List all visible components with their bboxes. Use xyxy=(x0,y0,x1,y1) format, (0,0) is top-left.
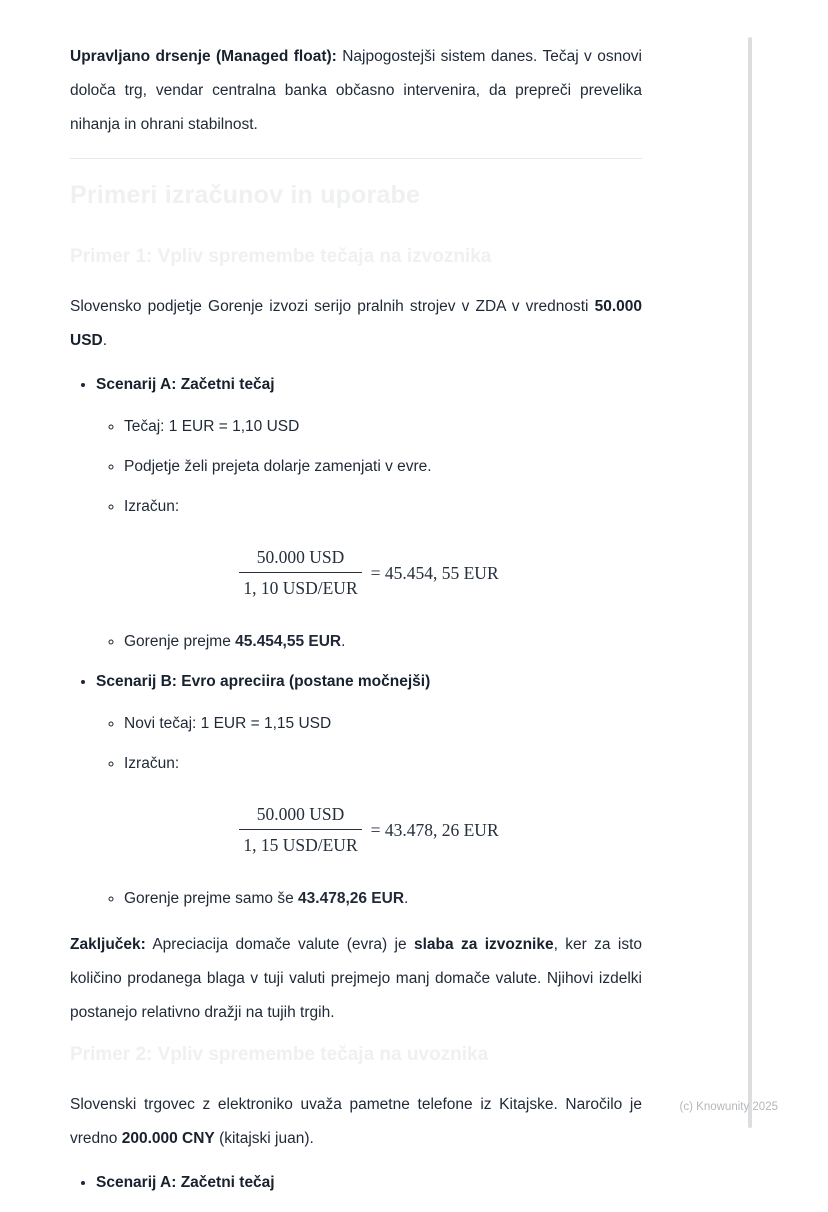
scenario-b-result-period: . xyxy=(404,890,409,907)
intro-paragraph xyxy=(70,40,642,142)
example2-intro-text: Slovenski trgovec z elektroniko uvaža pametne telefone iz Kitajske. Naročilo je vredno xyxy=(70,1096,642,1147)
copyright-footer: (c) Knowunity 2025 xyxy=(679,1101,778,1113)
scenario-b-label: Scenarij B: Evro apreciira (postane močnejši) xyxy=(96,673,431,690)
scenario-b-item xyxy=(96,671,642,910)
conclusion-bold: slaba za izvoznike xyxy=(413,936,554,953)
example2-scenario-a-item xyxy=(96,1172,642,1194)
section-title: Primeri izračunov in uporabe xyxy=(70,181,421,209)
scrollbar-thumb[interactable] xyxy=(748,37,752,1128)
scenario-b-fraction-numerator: 50.000 USD xyxy=(256,804,345,824)
scenario-a-fraction xyxy=(239,546,361,599)
scenario-a-result-amount: 45.454,55 EUR xyxy=(235,633,342,650)
scenario-a-sublist xyxy=(96,416,642,518)
scenario-a-goal: ◦ Podjetje želi prejeta dolarje zamenjati v evre. xyxy=(124,456,642,478)
scenario-a-fraction-denominator: 1, 10 USD/EUR xyxy=(239,572,361,599)
scenario-a-calc-label: ◦ Izračun: xyxy=(124,496,642,518)
intro-paragraph-bold: Upravljano drsenje (Managed float): xyxy=(70,48,337,65)
scenario-b-result-amount: 43.478,26 EUR xyxy=(298,890,405,907)
scenario-b-fraction-denominator: 1, 15 USD/EUR xyxy=(239,829,361,856)
scenario-a-fraction-numerator: 50.000 USD xyxy=(256,547,345,567)
scenario-b-result-list xyxy=(96,888,642,910)
scenario-a-formula xyxy=(96,546,642,599)
intro-paragraph-text: Najpogostejši sistem danes. Tečaj v osnovi določa trg, vendar centralna banka občasno intervenira, da prepreči prevelika nihanja in ohrani stabilnost. xyxy=(70,48,643,133)
scenario-b-calc-label: ◦ Izračun: xyxy=(124,753,642,775)
example1-title: Primer 1: Vpliv spremembe tečaja na izvoznika xyxy=(70,246,492,267)
example2-list xyxy=(70,1172,642,1194)
conclusion-label: Zaključek: xyxy=(70,936,146,953)
conclusion-text-2: , ker za isto količino prodanega blaga v tuji valuti prejmejo manj domače valute. Njihovi izdelki postanejo relativno dražji na tujih trgih. xyxy=(70,936,643,1021)
conclusion-paragraph xyxy=(70,928,642,1030)
scenario-a-result-text: Gorenje prejme xyxy=(124,633,236,650)
scenario-a-formula-result: = 45.454, 55 EUR xyxy=(370,562,499,583)
scenario-b-result-text: Gorenje prejme samo še xyxy=(124,890,299,907)
scenario-b-rate: ◦ Novi tečaj: 1 EUR = 1,15 USD xyxy=(124,713,642,735)
example2-intro-suffix: (kitajski juan). xyxy=(214,1130,314,1147)
example1-intro-text: Slovensko podjetje Gorenje izvozi serijo pralnih strojev v ZDA v vrednosti xyxy=(70,298,595,315)
scenario-a-label: Scenarij A: Začetni tečaj xyxy=(96,376,275,393)
example1-intro-amount: 50.000 USD xyxy=(70,298,642,349)
conclusion-text-1: Apreciacija domače valute (evra) je xyxy=(145,936,414,953)
scenario-a-result-list xyxy=(96,631,642,653)
example2-title: Primer 2: Vpliv spremembe tečaja na uvoznika xyxy=(70,1044,489,1065)
document-content xyxy=(70,40,642,1212)
scenario-b-result xyxy=(124,888,642,910)
scenario-b-fraction xyxy=(239,803,361,856)
example1-intro xyxy=(70,290,642,358)
example1-list xyxy=(70,374,642,910)
scenario-b-formula-result: = 43.478, 26 EUR xyxy=(370,819,499,840)
scenario-a-result-period: . xyxy=(341,633,346,650)
example2-intro xyxy=(70,1088,642,1156)
scenario-b-formula xyxy=(96,803,642,856)
scenario-a-result xyxy=(124,631,642,653)
example1-intro-period: . xyxy=(102,332,108,349)
example2-scenario-a-label: Scenarij A: Začetni tečaj xyxy=(96,1174,275,1191)
scenario-a-item xyxy=(96,374,642,653)
scenario-a-rate: ◦ Tečaj: 1 EUR = 1,10 USD xyxy=(124,416,642,438)
scenario-b-sublist xyxy=(96,713,642,775)
example2-intro-amount: 200.000 CNY xyxy=(121,1130,215,1147)
section-divider xyxy=(70,158,642,159)
